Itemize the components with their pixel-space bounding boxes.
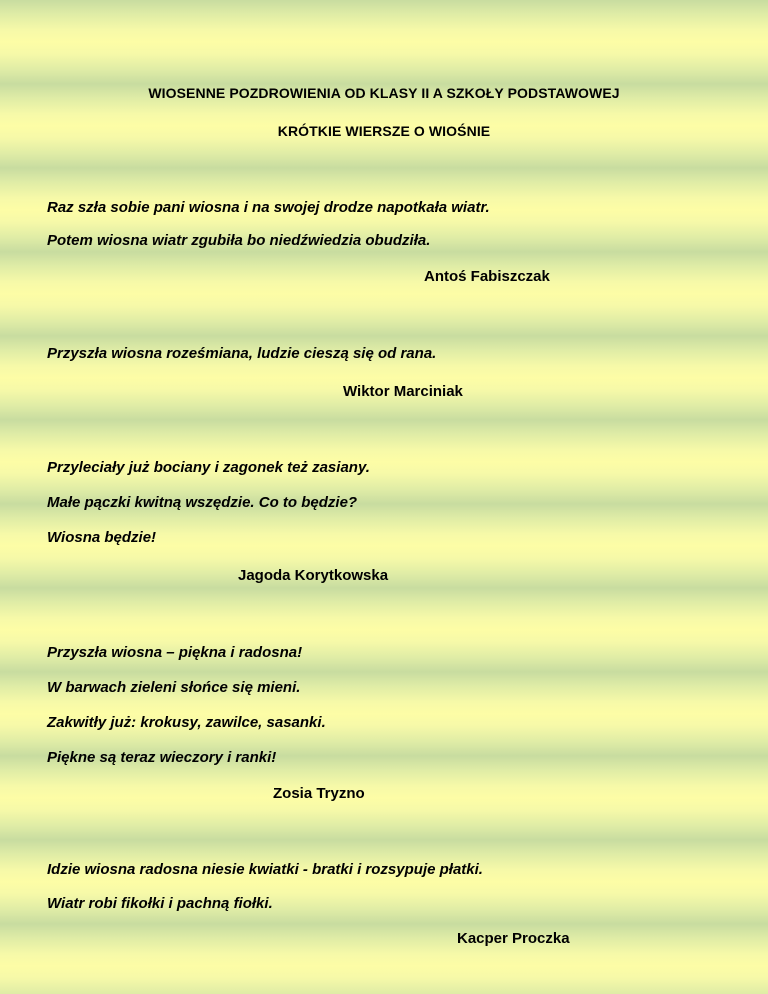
poem-line: Wiosna będzie! — [47, 529, 157, 546]
poem-line: Przyszła wiosna – piękna i radosna! — [47, 644, 303, 661]
poem-author: Jagoda Korytkowska — [238, 567, 389, 584]
poem-line: Zakwitły już: krokusy, zawilce, sasanki. — [47, 714, 326, 731]
poem-line: Piękne są teraz wieczory i ranki! — [47, 749, 277, 766]
poem-line: Idzie wiosna radosna niesie kwiatki - bratki i rozsypuje płatki. — [47, 861, 483, 878]
poem-author: Zosia Tryzno — [273, 785, 365, 802]
document-title: WIOSENNE POZDROWIENIA OD KLASY II A SZKOŁY PODSTAWOWEJ — [148, 85, 620, 101]
poem-line: Raz szła sobie pani wiosna i na swojej drodze napotkała wiatr. — [47, 199, 490, 216]
poem-line: W barwach zieleni słońce się mieni. — [47, 679, 301, 696]
poem-author: Kacper Proczka — [457, 930, 570, 947]
poem-line: Przyszła wiosna roześmiana, ludzie cieszą się od rana. — [47, 345, 437, 362]
poem-line: Przyleciały już bociany i zagonek też zasiany. — [47, 459, 370, 476]
poem-line: Małe pączki kwitną wszędzie. Co to będzie? — [47, 494, 358, 511]
document-subtitle: KRÓTKIE WIERSZE O WIOŚNIE — [277, 123, 491, 139]
poem-line: Wiatr robi fikołki i pachną fiołki. — [47, 895, 273, 912]
poem-author: Antoś Fabiszczak — [424, 268, 550, 285]
poem-line: Potem wiosna wiatr zgubiła bo niedźwiedzia obudziła. — [47, 232, 431, 249]
poem-author: Wiktor Marciniak — [343, 383, 463, 400]
